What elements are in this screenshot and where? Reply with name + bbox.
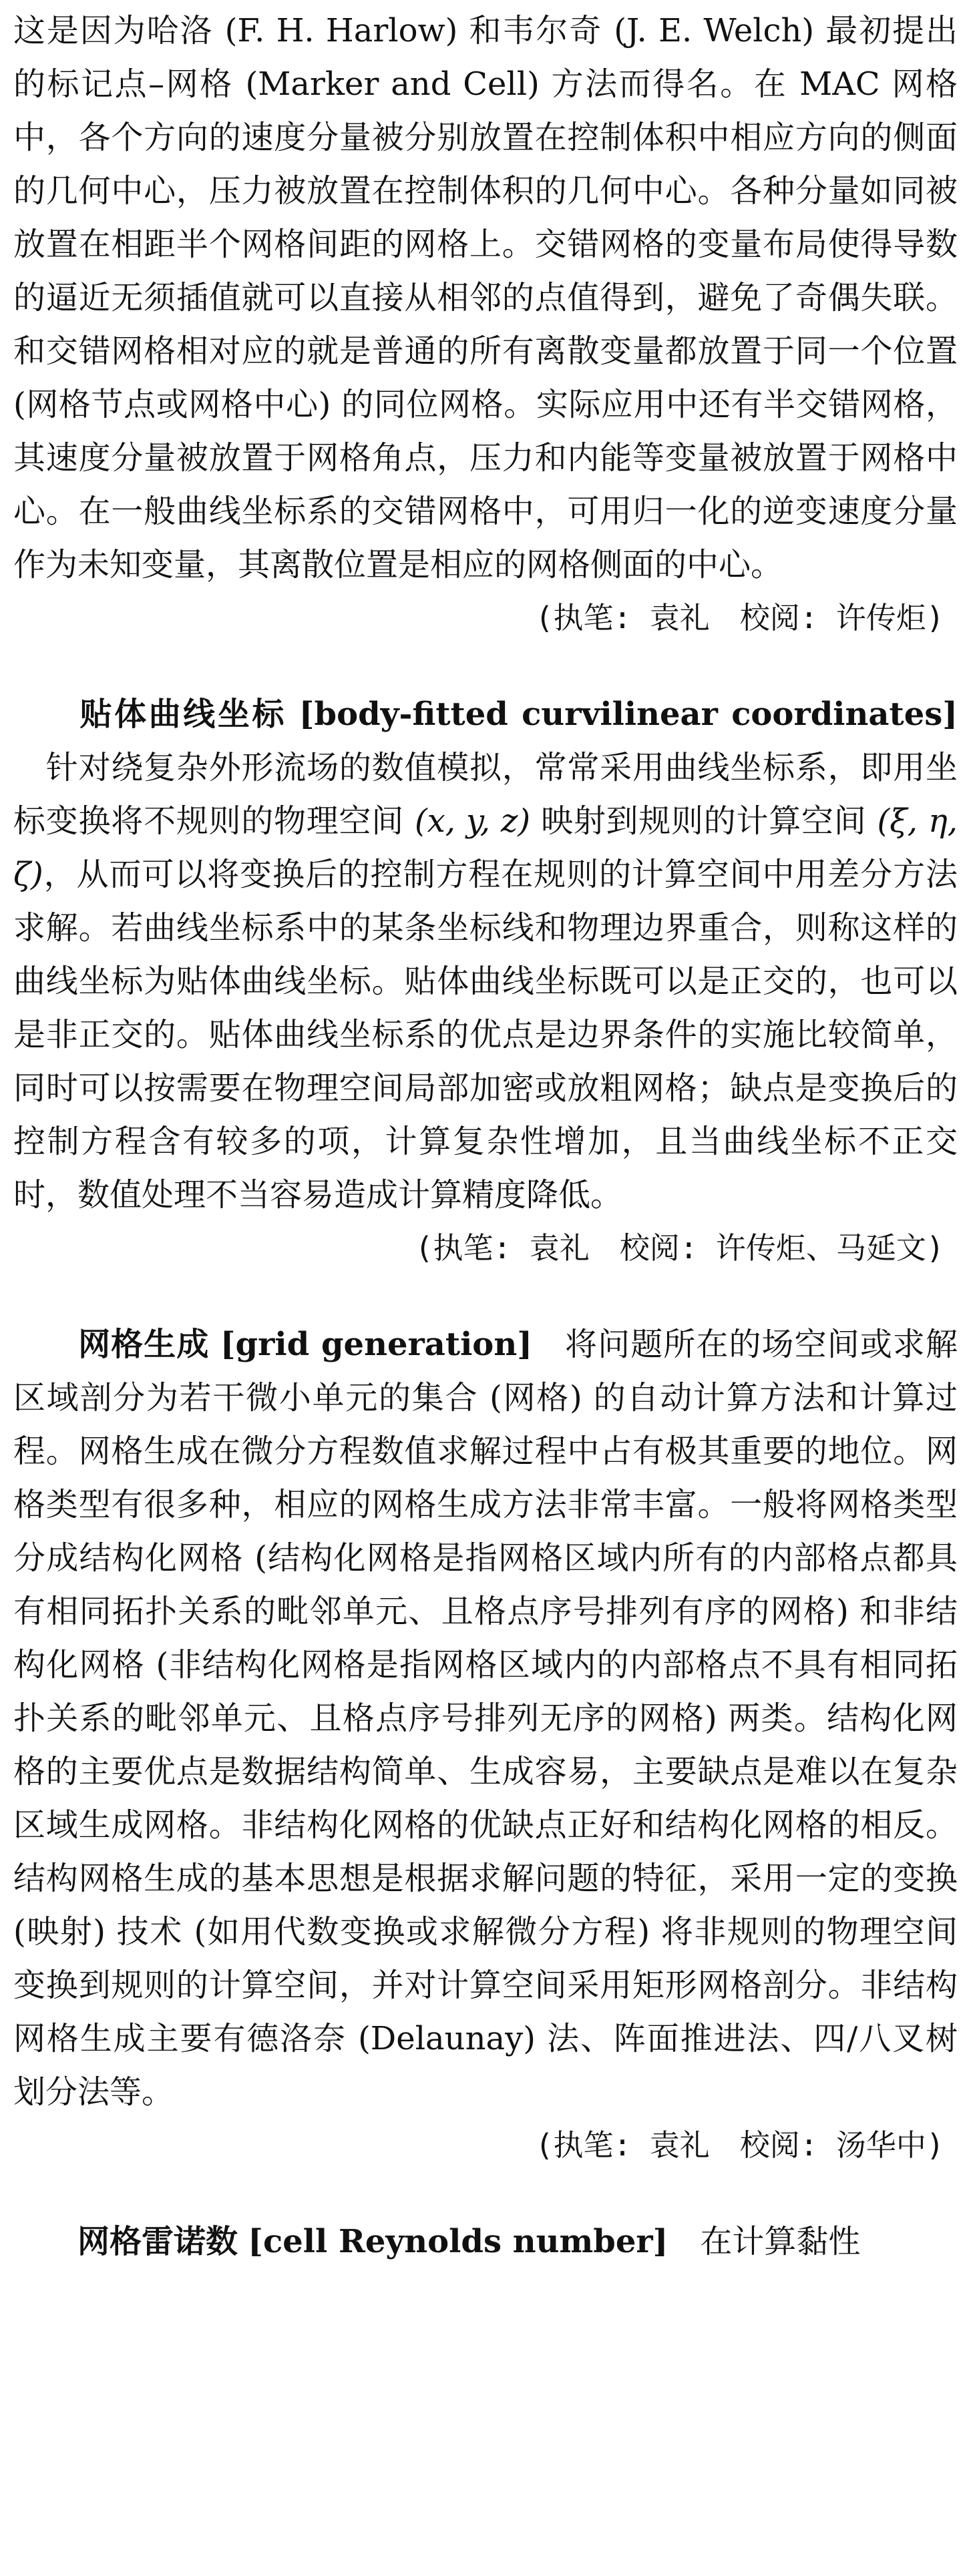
entry-body-text: ，从而可以将变换后的控制方程在规则的计算空间中用差分方法求解。若曲线坐标系中的某条坐标线和物理边界重合，则称这样的曲线坐标为贴体曲线坐标。贴体曲线坐标既可以是正交的，也可以是非正交的。贴体曲线坐标系的优点是边界条件的实施比较简单，同时可以按需要在物理空间局部加密或放粗网格；缺点是变换后的控制方程含有较多的项，计算复杂性增加，且当曲线坐标不正交时，数值处理不当容易造成计算精度降低。 (13, 856, 958, 1214)
entry-term-en: [body-fitted curvilinear coordinates] (299, 696, 958, 733)
entry-term: 贴体曲线坐标 (77, 696, 286, 733)
entry-signature: (执笔: 袁礼 校阅: 许传炬) (535, 600, 944, 635)
entry-paragraph (13, 1318, 958, 2119)
entry-term-en: [grid generation] (220, 1326, 532, 1363)
entry-body-text: 针对绕复杂外形流场的数值模拟，常常采用曲线坐标系，即用坐标变换将不规则的物理空间 (13, 749, 958, 840)
entry-grid-generation (13, 1318, 958, 2172)
entry-body: 这是因为哈洛 (F. H. Harlow) 和韦尔奇 (J. E. Welch) 最初提出的标记点–网格 (Marker and Cell) 方法而得名。在 MAC 网格中，各个方向的速度分量被分别放置在控制体积中相应方向的侧面的几何中心，压力被放置在控制体积的几何中心。各种分量如同被放置在相距半个网格间距的网格上。交错网格的变量布局使得导数的逼近无须插值就可以直接从相邻的点值得到，避免了奇偶失联。和交错网格相对应的就是普通的所有离散变量都放置于同一个位置 (网格节点或网格中心) 的同位网格。实际应用中还有半交错网格，其速度分量被放置于网格角点，压力和内能等变量被放置于网格中心。在一般曲线坐标系的交错网格中，可用归一化的逆变速度分量作为未知变量，其离散位置是相应的网格侧面的中心。 (13, 12, 958, 583)
entry-body-text: 映射到规则的计算空间 (530, 802, 878, 840)
entry-paragraph (13, 2215, 958, 2268)
entry-paragraph (13, 688, 958, 1222)
entry-signature: (执笔: 袁礼 校阅: 许传炬、马延文) (415, 1230, 944, 1266)
entry-staggered-grid-continued (13, 4, 958, 645)
entry-body-text: 在计算黏性 (700, 2223, 861, 2260)
entry-body-text: 将问题所在的场空间或求解区域剖分为若干微小单元的集合 (网格) 的自动计算方法和计算过程。网格生成在微分方程数值求解过程中占有极其重要的地位。网格类型有很多种，相应的网格生成方法非常丰富。一般将网格类型分成结构化网格 (结构化网格是指网格区域内所有的内部格点都具有相同拓扑关系的毗邻单元、且格点序号排列有序的网格) 和非结构化网格 (非结构化网格是指网格区域内的内部格点不具有相同拓扑关系的毗邻单元、且格点序号排列无序的网格) 两类。结构化网格的主要优点是数据结构简单、生成容易，主要缺点是难以在复杂区域生成网格。非结构化网格的优缺点正好和结构化网格的相反。结构网格生成的基本思想是根据求解问题的特征，采用一定的变换 (映射) 技术 (如用代数变换或求解微分方程) 将非规则的物理空间变换到规则的计算空间，并对计算空间采用矩形网格剖分。非结构网格生成主要有德洛奈 (Delaunay) 法、阵面推进法、四/八叉树划分法等。 (13, 1326, 958, 2111)
entry-cell-reynolds-number (13, 2215, 958, 2268)
computational-space-coords: (ξ, η, ζ) (13, 802, 958, 893)
entry-signature: (执笔: 袁礼 校阅: 汤华中) (535, 2127, 944, 2163)
entry-term-en: [cell Reynolds number] (248, 2223, 668, 2260)
entry-term: 网格雷诺数 (77, 2223, 238, 2260)
entry-body-fitted-coordinates (13, 688, 958, 1275)
entry-term: 网格生成 (77, 1326, 210, 1363)
physical-space-coords: (x, y, z) (414, 802, 531, 840)
